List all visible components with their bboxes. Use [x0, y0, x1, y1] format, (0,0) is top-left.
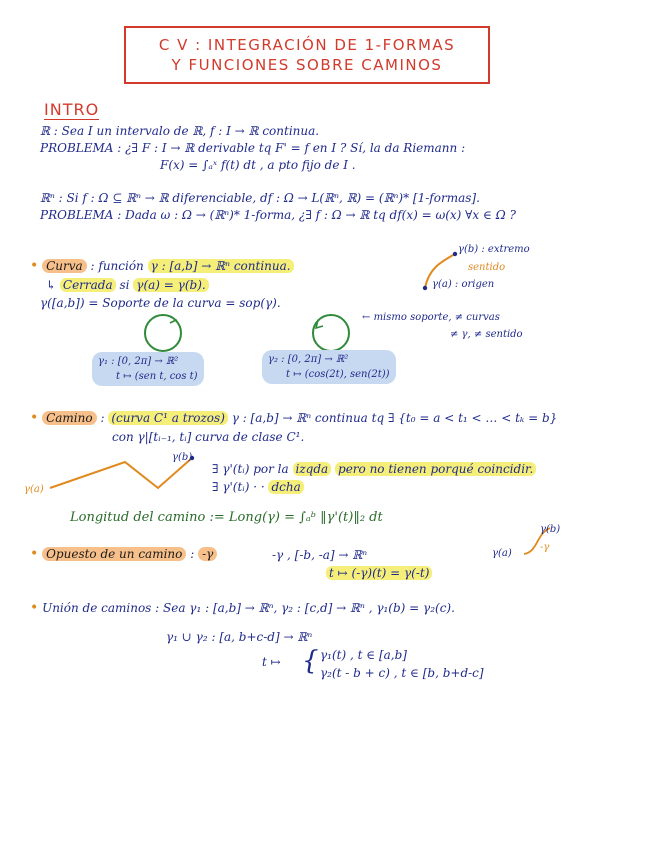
note-line-1: [362, 312, 500, 323]
camino-label-gb: γ(b): [172, 452, 193, 463]
intro-r-line: ℝ : Sea I un intervalo de ℝ, f : I → ℝ continua.: [40, 124, 320, 138]
opuesto-bullet: •: [30, 546, 39, 562]
union-brace: {: [302, 646, 319, 676]
intro-rn-line: ℝⁿ : Si f : Ω ⊆ ℝⁿ → ℝ diferenciable, df : Ω → L(ℝⁿ, ℝ) = (ℝⁿ)* [1-formas].: [40, 191, 480, 205]
opuesto-line: [30, 546, 217, 562]
dch-line: [212, 480, 304, 494]
camino-def-hl: (curva C¹ a trozos): [108, 411, 228, 425]
union-case-2: γ₂(t - b + c) , t ∈ [b, b+d-c]: [320, 666, 484, 680]
dch-word: dcha: [268, 480, 303, 494]
cerrada-word: Cerrada: [60, 278, 116, 292]
camino-def-rest: γ : [a,b] → ℝⁿ continua tq ∃ {t₀ = a < t₁ < … < tₖ = b}: [231, 411, 558, 425]
intro-heading: INTRO: [44, 100, 100, 119]
dch-pre: ∃ γ'(tᵢ) · ·: [212, 480, 265, 494]
union-def-1: γ₁ ∪ γ₂ : [a, b+c-d] → ℝⁿ: [166, 630, 313, 644]
curve-origin-point: [423, 286, 427, 290]
title-line-1: C V : INTEGRACIÓN DE 1-FORMAS: [158, 36, 456, 54]
gamma1-def: [92, 352, 204, 386]
union-intro: Unión de caminos : Sea γ₁ : [a,b] → ℝⁿ, γ₂ : [c,d] → ℝⁿ , γ₁(b) = γ₂(c).: [42, 601, 455, 615]
circle-gamma1: [140, 310, 186, 356]
curva-def-pre: : función: [90, 259, 144, 273]
camino-line: • Camino : (curva C¹ a trozos) γ : [a,b] → ℝⁿ continua tq ∃ {t₀ = a < t₁ < … < tₖ = b}: [30, 410, 558, 426]
union-def-2: t ↦: [262, 655, 281, 669]
note-line-2: ≠ γ, ≠ sentido: [450, 329, 523, 340]
gamma2-def: [262, 350, 396, 384]
curve-end-point: [453, 252, 457, 256]
union-case-1: γ₁(t) , t ∈ [a,b]: [320, 648, 407, 662]
side-sentido: sentido: [468, 262, 506, 273]
opuesto-line-2: t ↦ (-γ)(t) = γ(-t): [326, 566, 432, 580]
camino-word: Camino: [42, 411, 97, 425]
intro-problema-2: PROBLEMA : Dada ω : Ω → (ℝⁿ)* 1-forma, ¿∃ f : Ω → ℝ tq df(x) = ω(x) ∀x ∈ Ω ?: [40, 208, 516, 222]
intro-problema-1: PROBLEMA : ¿∃ F : I → ℝ derivable tq F' = f en I ? Sí, la da Riemann :: [40, 141, 466, 155]
union-line: [30, 600, 455, 616]
title-box: [124, 26, 490, 84]
soporte-line: γ([a,b]) = Soporte de la curva = sop(γ).: [40, 296, 281, 310]
cerrada-line: [46, 278, 209, 292]
note-text-1: mismo soporte, ≠ curvas: [373, 312, 500, 323]
side-origen: γ(a) : origen: [432, 279, 495, 290]
camino-line-2: con γ|[tᵢ₋₁, tᵢ] curva de clase C¹.: [112, 430, 305, 444]
opuesto-word: Opuesto de un camino: [42, 547, 186, 561]
gamma1-line-1: γ₁ : [0, 2π] → ℝ²: [98, 356, 179, 367]
circle-gamma2-arrow: [316, 320, 323, 328]
izq-word: izqda: [293, 462, 332, 476]
opuesto-side-gb: γ(b): [540, 524, 561, 535]
gamma2-line-1: γ₂ : [0, 2π] → ℝ²: [268, 354, 349, 365]
circle-gamma1-arrow: [170, 316, 176, 323]
curva-def: γ : [a,b] → ℝⁿ continua.: [148, 259, 294, 273]
union-bullet: •: [30, 600, 39, 616]
cerrada-cond: γ(a) = γ(b).: [133, 278, 208, 292]
side-extremo: γ(b) : extremo: [458, 244, 530, 255]
opuesto-colon: :: [190, 547, 195, 561]
opuesto-line-1: -γ , [-b, -a] → ℝⁿ: [272, 548, 368, 562]
camino-label-ga: γ(a): [24, 484, 44, 495]
curva-line: [30, 258, 294, 274]
cerrada-arrow: ↳: [46, 278, 57, 292]
title-line-2: Y FUNCIONES SOBRE CAMINOS: [171, 56, 443, 74]
camino-sketch-path: [50, 458, 192, 488]
curva-bullet: •: [30, 258, 39, 274]
note-arrow: ←: [362, 312, 371, 323]
camino-bullet: •: [30, 410, 39, 426]
longitud-line: Longitud del camino := Long(γ) = ∫ₐᵇ ‖γ'(t)‖₂ dt: [70, 510, 383, 525]
izq-post: pero no tienen porqué coincidir.: [335, 462, 536, 476]
izq-pre: ∃ γ'(tᵢ) por la: [212, 462, 289, 476]
opuesto-side-ga: γ(a): [492, 548, 512, 559]
gamma1-line-2: t ↦ (sen t, cos t): [116, 371, 198, 382]
cerrada-si: si: [119, 278, 130, 292]
opuesto-symbol: -γ: [198, 547, 217, 561]
opuesto-side-neg: -γ: [540, 542, 550, 553]
intro-formula-1: F(x) = ∫ₐˣ f(t) dt , a pto fijo de I .: [160, 158, 356, 172]
gamma2-line-2: t ↦ (cos(2t), sen(2t)): [286, 369, 390, 380]
izq-line: [212, 462, 536, 476]
curva-word: Curva: [42, 259, 87, 273]
